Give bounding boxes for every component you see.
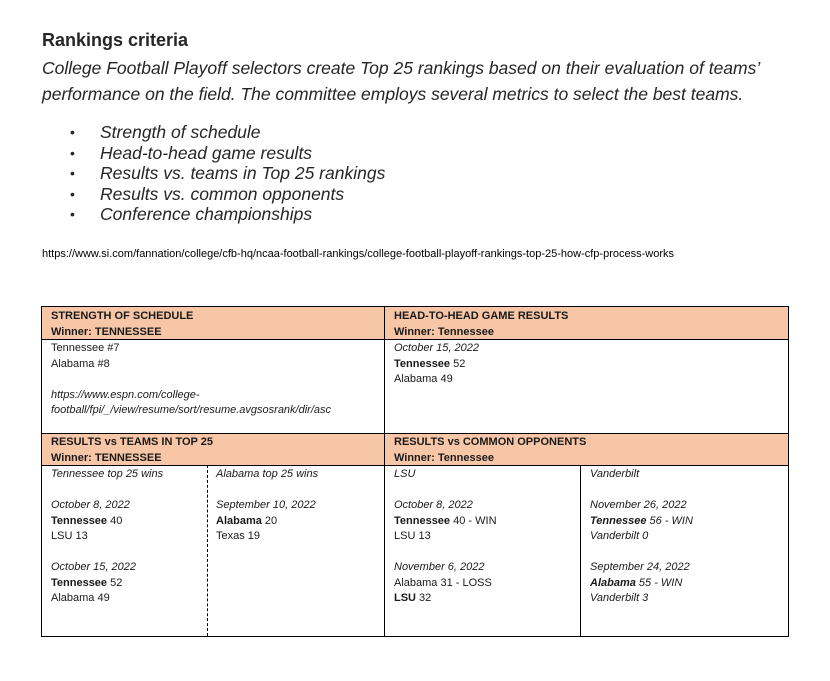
game-date: October 8, 2022 bbox=[394, 499, 473, 511]
bullet-icon: • bbox=[70, 124, 75, 140]
head-to-head-winner-score: 52 bbox=[450, 357, 466, 370]
common-opponents-header bbox=[385, 433, 788, 465]
criteria-list bbox=[42, 122, 385, 225]
game-date: September 24, 2022 bbox=[590, 561, 690, 573]
strength-title: STRENGTH OF SCHEDULE bbox=[51, 310, 194, 322]
bullet-icon: • bbox=[70, 165, 75, 181]
strength-winner: Winner: TENNESSEE bbox=[51, 325, 162, 338]
game-date: September 10, 2022 bbox=[216, 499, 316, 511]
criteria-item bbox=[42, 163, 385, 184]
game-score: 55 - WIN bbox=[635, 576, 683, 589]
common-opponent-vanderbilt bbox=[581, 465, 788, 636]
game-date: October 8, 2022 bbox=[51, 499, 130, 511]
table-divider bbox=[580, 465, 581, 636]
game-score: 40 - WIN bbox=[450, 514, 497, 527]
criteria-item bbox=[42, 184, 385, 205]
bullet-icon: • bbox=[70, 206, 75, 222]
head-to-head-header bbox=[385, 307, 788, 339]
bullet-icon: • bbox=[70, 144, 75, 161]
head-to-head-date: October 15, 2022 bbox=[394, 342, 480, 354]
alabama-top25-label: Alabama top 25 wins bbox=[216, 468, 319, 480]
game-score: 52 bbox=[107, 576, 123, 589]
espn-url-line-2[interactable]: football/fpi/_/view/resume/sort/resume.avgsosrank/dir/asc bbox=[51, 404, 332, 416]
common-opponent-label: LSU bbox=[394, 468, 416, 480]
game-date: October 15, 2022 bbox=[51, 561, 137, 573]
page-heading: Rankings criteria bbox=[42, 30, 189, 50]
game-opponent: Vanderbilt 3 bbox=[590, 592, 649, 604]
game-date: November 26, 2022 bbox=[590, 499, 687, 511]
strength-rank-alabama: Alabama #8 bbox=[51, 357, 110, 370]
head-to-head-winner-team: Tennessee bbox=[394, 357, 451, 370]
top25-winner: Winner: TENNESSEE bbox=[51, 451, 162, 464]
table-divider-dashed bbox=[207, 465, 208, 636]
game-opponent: LSU 13 bbox=[51, 530, 88, 542]
common-opponent-label: Vanderbilt bbox=[590, 468, 640, 480]
head-to-head-winner: Winner: Tennessee bbox=[394, 325, 494, 338]
game-team: Tennessee bbox=[394, 514, 451, 527]
game-date: November 6, 2022 bbox=[394, 561, 485, 573]
game-score: 56 - WIN bbox=[646, 514, 693, 527]
game-team: Tennessee bbox=[51, 576, 108, 589]
table-divider bbox=[384, 307, 385, 636]
game-team: Alabama bbox=[590, 576, 636, 589]
game-opponent: Texas 19 bbox=[216, 530, 261, 542]
head-to-head-body bbox=[385, 339, 788, 433]
criteria-item bbox=[42, 143, 385, 164]
criteria-item-label: Results vs. teams in Top 25 rankings bbox=[100, 163, 386, 183]
espn-url-line-1[interactable]: https://www.espn.com/college- bbox=[51, 388, 200, 401]
strength-of-schedule-body bbox=[42, 339, 385, 433]
top25-header bbox=[42, 433, 385, 465]
rankings-comparison-table bbox=[41, 306, 789, 637]
criteria-item-label: Results vs. common opponents bbox=[100, 183, 345, 204]
common-title: RESULTS vs COMMON OPPONENTS bbox=[394, 436, 587, 448]
game-score: 40 bbox=[107, 514, 123, 527]
table-divider bbox=[42, 433, 788, 434]
common-opponent-lsu bbox=[385, 465, 581, 636]
head-to-head-loser: Alabama 49 bbox=[394, 373, 453, 385]
criteria-item bbox=[42, 204, 385, 225]
game-line: Alabama 31 - LOSS bbox=[394, 576, 492, 589]
game-team: Alabama bbox=[216, 514, 262, 527]
intro-paragraph: College Football Playoff selectors create Top 25 rankings based on their evaluation of teams’ performance on the field. The committee employs several metrics to select the best teams. bbox=[42, 58, 760, 104]
game-opponent: Alabama 49 bbox=[51, 592, 110, 604]
table-divider bbox=[42, 339, 788, 340]
table-divider bbox=[42, 465, 788, 466]
tennessee-top25-wins bbox=[42, 465, 207, 636]
tennessee-top25-label: Tennessee top 25 wins bbox=[51, 468, 164, 480]
game-team: LSU bbox=[394, 592, 416, 604]
common-winner: Winner: Tennessee bbox=[394, 451, 494, 464]
criteria-item-label: Conference championships bbox=[100, 204, 313, 224]
criteria-item-label: Head-to-head game results bbox=[100, 142, 313, 163]
game-score: 20 bbox=[261, 514, 278, 527]
strength-of-schedule-header bbox=[42, 307, 385, 339]
game-score: 32 bbox=[416, 592, 432, 604]
game-team: Tennessee bbox=[51, 514, 108, 527]
criteria-item-label: Strength of schedule bbox=[100, 122, 261, 142]
game-team: Tennessee bbox=[590, 514, 647, 527]
game-opponent: LSU 13 bbox=[394, 530, 431, 542]
criteria-item bbox=[42, 122, 385, 143]
game-opponent: Vanderbilt 0 bbox=[590, 530, 649, 542]
alabama-top25-wins bbox=[207, 465, 385, 636]
strength-rank-tennessee: Tennessee #7 bbox=[51, 342, 120, 354]
head-to-head-title: HEAD-TO-HEAD GAME RESULTS bbox=[394, 310, 569, 322]
top25-title: RESULTS vs TEAMS IN TOP 25 bbox=[51, 436, 213, 448]
bullet-icon: • bbox=[70, 185, 75, 202]
source-url-link[interactable]: https://www.si.com/fannation/college/cfb-hq/ncaa-football-rankings/college-football-playoff-rankings-top-25-how-cfp-process-works bbox=[42, 248, 674, 260]
